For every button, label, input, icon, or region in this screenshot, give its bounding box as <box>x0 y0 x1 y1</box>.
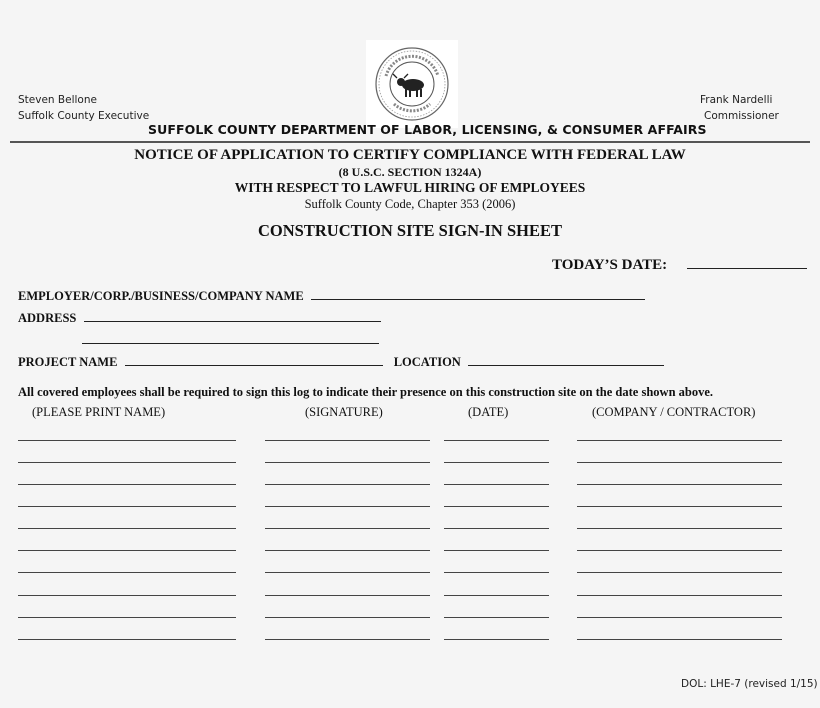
company-field[interactable] <box>577 462 782 463</box>
date-field[interactable] <box>444 572 549 573</box>
company-field[interactable] <box>577 440 782 441</box>
column-header-company: (COMPANY / CONTRACTOR) <box>592 405 756 419</box>
signature-field[interactable] <box>265 506 430 507</box>
todays-date-label: TODAY’S DATE: <box>552 257 668 273</box>
print-name-field[interactable] <box>18 639 236 640</box>
table-row <box>0 639 820 640</box>
address-field-line2[interactable] <box>82 331 379 344</box>
table-row <box>0 506 820 507</box>
company-field[interactable] <box>577 639 782 640</box>
header-divider <box>10 141 810 143</box>
table-row <box>0 440 820 441</box>
address-label: ADDRESS <box>18 311 77 325</box>
company-field[interactable] <box>577 506 782 507</box>
commissioner-name: Frank Nardelli <box>700 94 773 106</box>
company-field[interactable] <box>577 550 782 551</box>
employer-row <box>18 287 645 304</box>
table-row <box>0 595 820 596</box>
company-field[interactable] <box>577 617 782 618</box>
notice-heading: NOTICE OF APPLICATION TO CERTIFY COMPLIANCE WITH FEDERAL LAW <box>134 147 686 163</box>
print-name-field[interactable] <box>18 484 236 485</box>
date-field[interactable] <box>444 506 549 507</box>
project-name-label: PROJECT NAME <box>18 355 118 369</box>
date-field[interactable] <box>444 528 549 529</box>
signature-field[interactable] <box>265 462 430 463</box>
date-field[interactable] <box>444 484 549 485</box>
table-row <box>0 462 820 463</box>
signature-field[interactable] <box>265 639 430 640</box>
signature-field[interactable] <box>265 528 430 529</box>
location-label: LOCATION <box>393 355 461 369</box>
table-row <box>0 572 820 573</box>
company-field[interactable] <box>577 595 782 596</box>
form-id: DOL: LHE-7 (revised 1/15) <box>681 678 818 690</box>
county-code-reference: Suffolk County Code, Chapter 353 (2006) <box>304 197 516 211</box>
employer-label: EMPLOYER/CORP./BUSINESS/COMPANY NAME <box>18 289 304 303</box>
print-name-field[interactable] <box>18 572 236 573</box>
todays-date-row <box>552 254 807 274</box>
project-name-field[interactable] <box>125 353 383 366</box>
address-field-line1[interactable] <box>84 309 381 322</box>
signature-field[interactable] <box>265 550 430 551</box>
employer-field[interactable] <box>311 287 645 300</box>
signature-field[interactable] <box>265 617 430 618</box>
date-field[interactable] <box>444 639 549 640</box>
department-name: SUFFOLK COUNTY DEPARTMENT OF LABOR, LICENSING, & CONSUMER AFFAIRS <box>148 122 707 137</box>
date-field[interactable] <box>444 617 549 618</box>
county-executive-block <box>18 92 149 124</box>
table-row <box>0 617 820 618</box>
signature-field[interactable] <box>265 595 430 596</box>
print-name-field[interactable] <box>18 440 236 441</box>
todays-date-field[interactable] <box>687 254 807 269</box>
print-name-field[interactable] <box>18 462 236 463</box>
date-field[interactable] <box>444 440 549 441</box>
table-row <box>0 550 820 551</box>
county-executive-name: Steven Bellone <box>18 94 97 106</box>
print-name-field[interactable] <box>18 550 236 551</box>
project-row <box>18 353 664 370</box>
column-header-date: (DATE) <box>468 405 509 419</box>
company-field[interactable] <box>577 484 782 485</box>
print-name-field[interactable] <box>18 595 236 596</box>
signature-field[interactable] <box>265 484 430 485</box>
county-seal <box>366 40 458 128</box>
date-field[interactable] <box>444 550 549 551</box>
notice-statute: (8 U.S.C. SECTION 1324A) <box>338 165 482 179</box>
table-row <box>0 528 820 529</box>
address-row-2 <box>82 331 379 349</box>
suffolk-county-seal-icon <box>366 40 458 128</box>
company-field[interactable] <box>577 572 782 573</box>
company-field[interactable] <box>577 528 782 529</box>
print-name-field[interactable] <box>18 617 236 618</box>
form-title: CONSTRUCTION SITE SIGN-IN SHEET <box>258 221 562 240</box>
commissioner-title: Commissioner <box>704 110 779 122</box>
date-field[interactable] <box>444 595 549 596</box>
print-name-field[interactable] <box>18 506 236 507</box>
notice-subheading: WITH RESPECT TO LAWFUL HIRING OF EMPLOYEES <box>234 180 586 195</box>
location-field[interactable] <box>468 353 664 366</box>
address-row <box>18 309 381 326</box>
column-header-signature: (SIGNATURE) <box>305 405 383 419</box>
sign-in-instructions: All covered employees shall be required to sign this log to indicate their presence on this construction site on the date shown above. <box>18 385 714 399</box>
date-field[interactable] <box>444 462 549 463</box>
county-executive-title: Suffolk County Executive <box>18 110 150 122</box>
column-header-print-name: (PLEASE PRINT NAME) <box>32 405 166 419</box>
commissioner-block <box>700 92 779 124</box>
signature-field[interactable] <box>265 572 430 573</box>
print-name-field[interactable] <box>18 528 236 529</box>
signature-field[interactable] <box>265 440 430 441</box>
table-row <box>0 484 820 485</box>
